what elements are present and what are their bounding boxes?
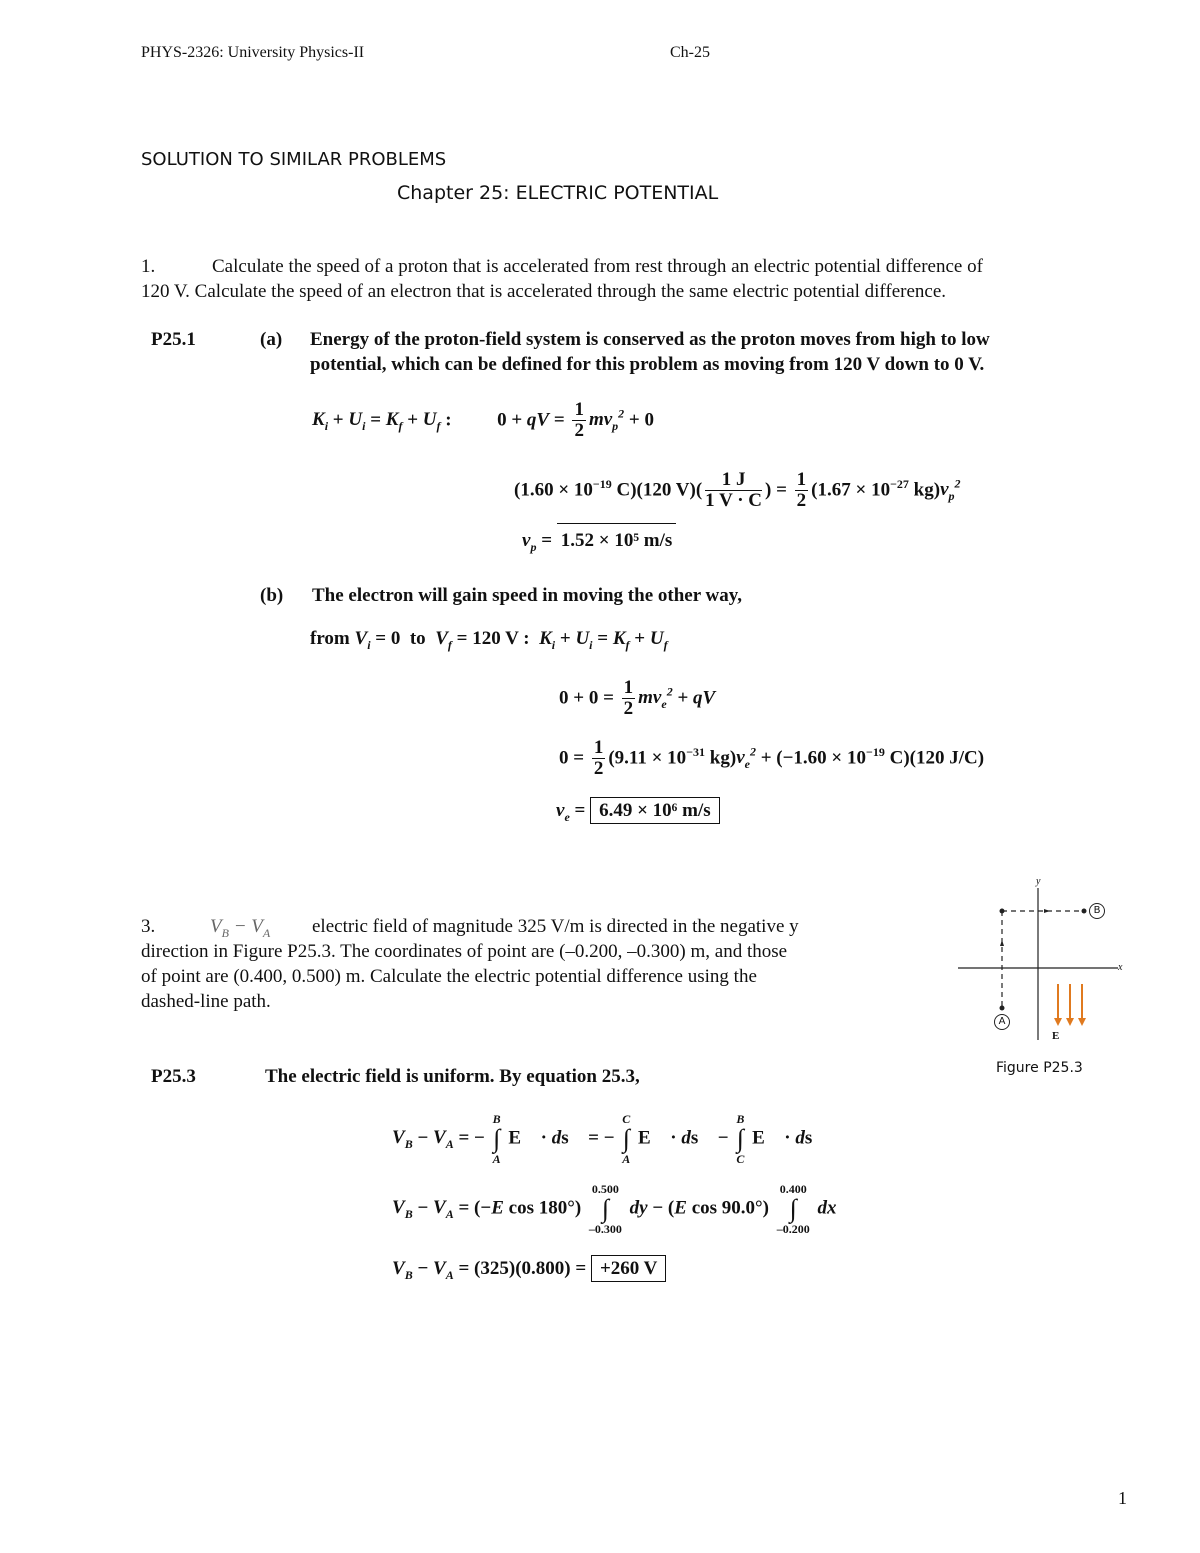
y-upper-limit: 0.500 [591, 1182, 619, 1196]
equation-proton-speed: $v_p = 1.52 \times 10^5$ m/s [522, 530, 676, 555]
equation-electron-substitution: 0 = $\frac{1}{2}$ ($9.11 \times 10^{-31}$ $kg)v_e^2 + (-1.60 \times 10^{-19}$ C)(120 J/C) [559, 737, 985, 780]
page-number: 1 [1118, 1488, 1127, 1508]
corner-point-c [1000, 909, 1005, 914]
problem-3-line4: dashed-line path. [141, 991, 271, 1012]
proton-speed-result: 1.52 × 10⁵ m/s [557, 523, 677, 553]
figure-p25-3 [952, 876, 1130, 1080]
document-title: SOLUTION TO SIMILAR PROBLEMS [141, 149, 447, 170]
problem-3-number: 3. [141, 916, 156, 937]
solution-1-a-line2: potential, which can be defined for this problem as moving from 120 V down to 0 V. [310, 354, 985, 375]
problem-3-line3: of point are (0.400, 0.500) m. Calculate the electric potential difference using the [141, 966, 757, 987]
figure-field-label: E [1052, 1030, 1060, 1042]
equation-potential-result: $V_B - V_A = (325)(0.800) = +260$ V [392, 1258, 666, 1283]
electron-speed-result: 6.49 × 10⁶ m/s [590, 797, 720, 824]
figure-caption: Figure P25.3 [996, 1060, 1083, 1076]
equation-electron-energy: 0 + 0 = $\frac{1}{2}$ $mv_e^2$ + qV [559, 677, 716, 720]
equation-integral-limits: $V_B - V_A = (-E$ cos 180°) 0.500 ∫ –0.300 dy − (E cos 90.0°) 0.400 ∫ –0.200 dx [392, 1182, 837, 1236]
problem-1-text-line2: 120 V. Calculate the speed of an electron that is accelerated through the same electric potential difference. [141, 281, 947, 302]
problem-3-potential-symbols: $V_B - V_A$ [210, 916, 271, 940]
x-upper-limit: 0.400 [779, 1182, 807, 1196]
point-a-dot [1000, 1006, 1005, 1011]
y-lower-limit: –0.300 [588, 1222, 622, 1236]
equation-electron-path: from $V_i = 0$ to $V_f = 120$ V : $K_i + U_i = K_f + U_f$ [310, 628, 668, 652]
path-arrow-up [1000, 940, 1004, 946]
figure-point-a-label: A [994, 1014, 1010, 1030]
figure-point-b-label: B [1089, 903, 1105, 919]
figure-x-label: x [1118, 962, 1123, 973]
solution-1-part-b: (b) [260, 585, 284, 606]
solution-3-text: The electric field is uniform. By equation 25.3, [265, 1066, 640, 1087]
x-lower-limit: –0.200 [776, 1222, 810, 1236]
figure-y-label: y [1036, 876, 1041, 887]
chapter-title: Chapter 25: ELECTRIC POTENTIAL [397, 182, 719, 204]
solution-1-label: P25.1 [151, 329, 196, 350]
potential-difference-result: +260 V [591, 1255, 666, 1282]
solution-3-label: P25.3 [151, 1066, 196, 1087]
equation-line-integral: $V_B - V_A$ = − B ∫ A E⃗ · ds⃗ = − C ∫ A E⃗ · ds⃗ − B ∫ C E⃗ · ds⃗ [392, 1112, 828, 1166]
header-course: PHYS-2326: University Physics-II [141, 44, 365, 61]
solution-1-part-a: (a) [260, 329, 283, 350]
problem-1-text-line1: Calculate the speed of a proton that is accelerated from rest through an electric potential difference of [212, 256, 983, 277]
problem-3-line2: direction in Figure P25.3. The coordinates of point are (–0.200, –0.300) m, and those [141, 941, 788, 962]
equation-energy-conservation: $K_i + U_i = K_f + U_f$ : 0 + qV = $\frac{1}{2}$ $mv_p^2 + 0$ [312, 399, 654, 442]
equation-proton-substitution: ($1.60 \times 10^{-19}$ C)(120 V)( $\frac{1 J}{1 V \cdot C}$ ) = $\frac{1}{2}$ ($1.67 \times 10^{-27}$ $kg)v_p^2$ [514, 469, 961, 512]
equation-electron-speed: $v_e = 6.49 \times 10^6$ m/s [556, 800, 720, 825]
point-b-dot [1082, 909, 1087, 914]
solution-1-b-line1: The electron will gain speed in moving the other way, [312, 585, 742, 606]
header-chapter: Ch-25 [670, 44, 710, 61]
solution-1-a-line1: Energy of the proton-field system is conserved as the proton moves from high to low [310, 329, 990, 350]
problem-3-line1: electric field of magnitude 325 V/m is directed in the negative y [312, 916, 799, 937]
field-arrows [1058, 984, 1082, 1022]
problem-1-number: 1. [141, 256, 156, 277]
path-arrow-right [1044, 909, 1050, 913]
